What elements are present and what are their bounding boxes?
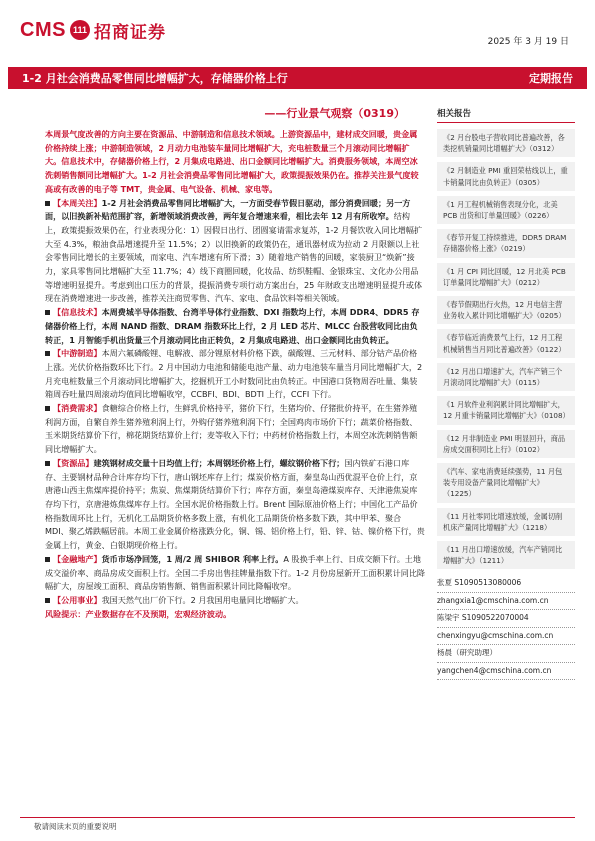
analyst-line: yangchen4@cmschina.com.cn	[437, 663, 575, 681]
report-type-tag: 定期报告	[529, 72, 573, 85]
section-body: A 股换手率上行、日成交额下行。土地成交溢价率、商品房成交面积上行。全国二手房出售挂牌量指数下行。1-2 月份房屋新开工面积累计同比降幅扩大，房屋竣工面积、商品房销售额、销售面积累计同比降幅收窄。	[45, 553, 426, 592]
report-subtitle: ——行业景气观察（0319）	[264, 107, 405, 120]
footer-note: 敬请阅读末页的重要说明	[34, 822, 117, 831]
title-bar	[8, 67, 587, 89]
section-paragraph	[45, 553, 425, 594]
section-label: 【资源品】	[53, 457, 94, 468]
related-report-link[interactable]: 《2 月制造业 PMI 重回荣枯线以上，重卡销量同比由负转正》（0305）	[437, 162, 575, 190]
section-paragraph	[45, 306, 425, 347]
analyst-line: 杨晨（研究助理）	[437, 645, 575, 663]
summary-paragraph: 本周景气度改善的方向主要在资源品、中游制造和信息技术领域。上游资源品中，建材成交回暖，贵金属价格持续上涨；中游制造领域，2 月动力电池装车量同比增幅扩大，充电桩数量三个月滚动同比增幅扩大。信息技术中，存储器价格上行，2 月集成电路进、出口金额同比增幅扩大。消费服务领域，本周空冰洗刺销售额同比增幅扩大。1-2 月社会消费品零售同比增幅扩大，政策提振效果仍在。推荐关注景气度较高或有改善的电子等 TMT，贵金属、电气设备、机械、家电等。	[45, 129, 419, 194]
related-report-link[interactable]: 《汽车、家电消费延续强势，11 月包装专用设备产量同比增幅扩大》（1225）	[437, 463, 575, 503]
logo-chinese-name: 招商证券	[93, 22, 166, 43]
section-body: 本周六氟磷酸锂、电解液、部分锂原材料价格下跌，碳酸锂、三元材料、部分钴产品价格上涨。光伏价格指数环比下行。2 月中国动力电池和储能电池产量、动力电池装车量当月同比增幅扩大，2 月充电桩数量三个月滚动同比增幅扩大，挖掘机开工小时数同比由负转正。中国港口货物周吞吐量、集装箱周吞吐量四周滚动均值同比增幅收窄，CCBFI、BDI、BDTI 上行，CCFI 下行。	[45, 348, 423, 400]
bullet-square-icon	[45, 461, 50, 466]
bullet-square-icon	[45, 351, 50, 356]
report-title: 1-2 月社会消费品零售同比增幅扩大，存储器价格上行	[22, 72, 288, 85]
section-label: 【消费需求】	[53, 403, 102, 414]
section-label: 【金融地产】	[53, 553, 102, 564]
section-paragraph	[45, 594, 425, 608]
report-date: 2025 年 3 月 19 日	[487, 37, 569, 47]
section-label: 【信息技术】	[53, 307, 102, 318]
section-label: 【中游制造】	[53, 348, 102, 359]
section-paragraph	[45, 402, 425, 457]
main-content	[45, 128, 425, 621]
related-reports-list	[437, 129, 575, 569]
analyst-line: zhangxia1@cmschina.com.cn	[437, 593, 575, 611]
section-body: 国内铁矿石港口库存、主要钢材品种合计库存均下行，唐山钢坯库存上行；煤炭价格方面，秦皇岛山西优混平仓价上行，京唐港山西主焦煤库提价持平；焦炭、焦煤期货结算价下行；库存方面，秦皇岛港煤炭库存、天津港焦炭库存均下行，京唐港炼焦煤库存上行。全国水泥价格指数上行。Brent 国际原油价格上行；中国化工产品价格指数周环比上行，无机化工品期货价格多数上涨，有机化工品期货价格多数下跌，其中甲苯、聚合 MDI、聚乙烯跌幅居前。本周工业金属价格涨跌分化，铜、锡、铝价格上行，铅、锌、钴、镍价格下行，贵金属上行，黄金、白银期现价格上行。	[45, 457, 425, 551]
footer-divider	[20, 817, 575, 818]
related-report-link[interactable]: 《春节开复工持续推进，DDR5 DRAM 存储器价格上涨》（0219）	[437, 229, 575, 257]
section-list	[45, 197, 425, 608]
bullet-square-icon	[45, 557, 50, 562]
related-report-link[interactable]: 《1 月软件业利润累计同比增幅扩大，12 月重卡销量同比增幅扩大》（0108）	[437, 396, 575, 424]
section-paragraph	[45, 197, 425, 307]
section-paragraph	[45, 347, 425, 402]
section-body: 我国天然气出厂价下行。2 月我国用电量同比增幅扩大。	[101, 594, 304, 605]
analyst-info	[437, 575, 575, 680]
logo-emblem-icon: 111	[70, 20, 90, 40]
analyst-line: 陈梁宇 S1090522070004	[437, 610, 575, 628]
bullet-square-icon	[45, 201, 50, 206]
logo-cms-text: CMS	[20, 18, 66, 41]
section-lead: 货币市场净回笼，1 周/2 周 SHIBOR 利率上行。	[101, 553, 284, 564]
section-lead: 本周费城半导体指数、台湾半导体行业指数、DXI 指数均上行，本周 DDR4、DDR5 存储器价格上行，本周 NAND 指数、DRAM 指数环比上行，2 月 LED 芯片、MLCC 台股营收同比由负转正，1 月智能手机出货量三个月滚动同比由正转负，2 月集成电路进、出口金额同比由负转正。	[45, 307, 420, 345]
section-body: 食糖综合价格上行，生鲜乳价格持平，猪价下行，生猪均价、仔猪批价持平，在生猪养殖利润方面，自繁自养生猪养殖利润上行，外购仔猪养殖利润下行；全国鸡肉市场价下行；蔬菜价格指数、玉米期货结算价下行，棉花期货结算价上行；麦等收入下行；中药材价格指数上行，本周空冰洗刺销售额同比增幅扩大。	[45, 403, 418, 455]
related-report-link[interactable]: 《春节假期出行火热，12 月电信主营业务收入累计同比增幅扩大》（0205）	[437, 296, 575, 324]
related-report-link[interactable]: 《11 月出口增速放缓，汽车产销同比增幅扩大》（1211）	[437, 541, 575, 569]
related-report-link[interactable]: 《1 月工程机械销售表现分化，北美 PCB 出货和订单量回暖》（0226）	[437, 196, 575, 224]
related-report-link[interactable]: 《1 月 CPI 同比回暖，12 月北美 PCB 订单量同比增幅扩大》（0212）	[437, 263, 575, 291]
analyst-line: chenxingyu@cmschina.com.cn	[437, 628, 575, 646]
risk-warning: 风险提示：产业数据存在不及预期，宏观经济波动。	[45, 608, 232, 619]
section-lead: 1-2 月社会消费品零售同比增幅扩大，一方面受春节假日驱动，部分消费回暖；另一方面，以旧换新补贴范围扩容，新增领域消费改善，两年复合增速来看，相比去年 12 月有所收窄。	[45, 197, 411, 222]
sidebar	[437, 107, 575, 680]
page-header	[20, 16, 575, 46]
related-report-link[interactable]: 《11 月社零同比增速放缓，金属切削机床产量同比增幅扩大》（1218）	[437, 508, 575, 536]
related-report-link[interactable]: 《春节临近消费景气上行，12 月工程机械销售当月同比普遍改善》（0122）	[437, 329, 575, 357]
section-label: 【公用事业】	[53, 594, 102, 605]
section-body: 结构上，政策提振效果仍在，行业表现分化：1）因假日出行、团圆宴请需求复苏，1-2 月餐饮收入同比增幅扩大至 4.3%，粮油食品增速提升至 11.5%；2）以旧换新的政策仍在，通讯器材成为拉动 2 月限额以上社会零售同比增长的主要领域，而家电、汽车增速有所下滑；3）随着地产销售的回暖，家装厨卫“焕新”接力，家具零售同比增幅扩大至 11.7%；4）线下商圈回暖，化妆品、纺织鞋帽、金银珠宝、文化办公用品等增速明显提升。考虑到出口压力的背景，提振消费专项行动方案出台，25 年财政支出增速明显提升或体现在消费增速进一步改善，推荐关注商贸零售、汽车、家电、食品饮料等相关领域。	[45, 211, 423, 304]
section-lead: 建筑钢材成交量十日均值上行；本周钢坯价格上行，螺纹钢价格下行；	[93, 457, 345, 468]
bullet-square-icon	[45, 598, 50, 603]
bullet-square-icon	[45, 406, 50, 411]
section-label: 【本周关注】	[53, 197, 102, 208]
related-reports-title: 相关报告	[437, 107, 575, 123]
section-paragraph	[45, 457, 425, 553]
analyst-line: 张夏 S1090513080006	[437, 575, 575, 593]
related-report-link[interactable]: 《2 月台股电子营收同比普遍改善，各类挖机销量同比增幅扩大》（0312）	[437, 129, 575, 157]
related-report-link[interactable]: 《12 月出口增速扩大，汽车产销三个月滚动同比增幅扩大》（0115）	[437, 363, 575, 391]
related-report-link[interactable]: 《12 月非制造业 PMI 明显回升，商品房成交面积同比上行》（0102）	[437, 430, 575, 458]
bullet-square-icon	[45, 310, 50, 315]
brand-logo	[20, 16, 166, 44]
